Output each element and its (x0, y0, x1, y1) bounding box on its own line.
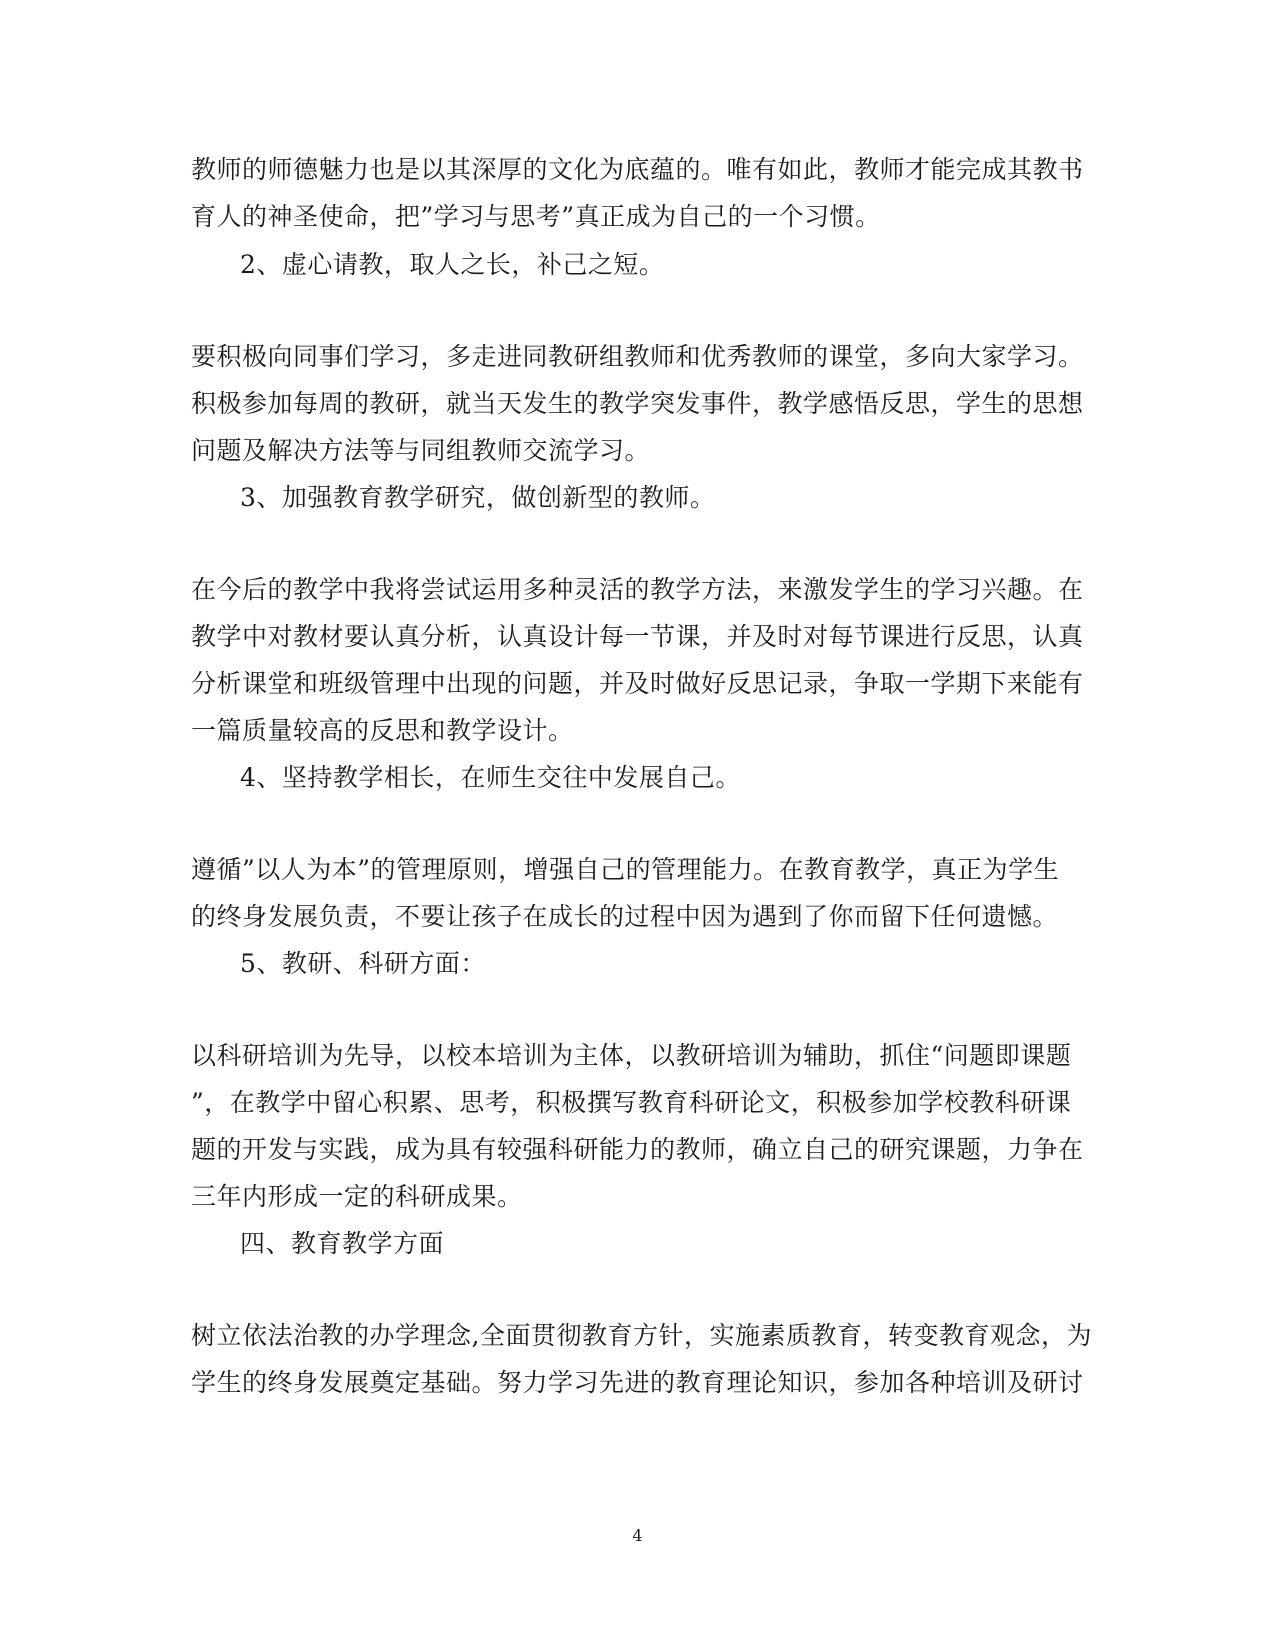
body-text-line: 以科研培训为先导，以校本培训为主体，以教研培训为辅助，抓住“问题即课题 (191, 1041, 1072, 1070)
body-text-line: 题的开发与实践，成为具有较强科研能力的教师，确立自己的研究课题，力争在 (191, 1135, 1084, 1164)
section-heading: 4、坚持教学相长，在师生交往中发展自己。 (240, 763, 741, 792)
body-text-line: ”，在教学中留心积累、思考，积极撰写教育科研论文，积极参加学校教科研课 (191, 1088, 1072, 1117)
body-text-line: 的终身发展负责，不要让孩子在成长的过程中因为遇到了你而留下任何遗憾。 (191, 902, 1059, 931)
body-text-line: 三年内形成一定的科研成果。 (191, 1182, 523, 1211)
body-text-line: 学生的终身发展奠定基础。努力学习先进的教育理论知识，参加各种培训及研讨 (191, 1368, 1084, 1397)
section-heading: 四、教育教学方面 (240, 1229, 445, 1258)
body-text-line: 一篇质量较高的反思和教学设计。 (191, 716, 574, 745)
body-text-line: 问题及解决方法等与同组教师交流学习。 (191, 436, 651, 465)
section-heading: 2、虚心请教，取人之长，补己之短。 (240, 250, 665, 279)
body-text-line: 在今后的教学中我将尝试运用多种灵活的教学方法，来激发学生的学习兴趣。在 (191, 575, 1084, 604)
section-heading: 3、加强教育教学研究，做创新型的教师。 (240, 483, 716, 512)
body-text-line: 教学中对教材要认真分析，认真设计每一节课，并及时对每节课进行反思，认真 (191, 622, 1084, 651)
body-text-line: 遵循”以人为本”的管理原则，增强自己的管理能力。在教育教学，真正为学生 (191, 855, 1060, 884)
body-text-line: 要积极向同事们学习，多走进同教研组教师和优秀教师的课堂，多向大家学习。 (191, 342, 1084, 371)
body-text-line: 积极参加每周的教研，就当天发生的教学突发事件，教学感悟反思，学生的思想 (191, 389, 1084, 418)
body-text-line: 分析课堂和班级管理中出现的问题，并及时做好反思记录，争取一学期下来能有 (191, 669, 1084, 698)
body-text-line: 教师的师德魅力也是以其深厚的文化为底蕴的。唯有如此，教师才能完成其教书 (191, 155, 1084, 184)
section-heading: 5、教研、科研方面： (240, 949, 486, 978)
page-number: 4 (632, 1526, 643, 1545)
body-text-line: 树立依法治教的办学理念,全面贯彻教育方针，实施素质教育，转变教育观念，为 (191, 1321, 1092, 1350)
body-text-line: 育人的神圣使命，把”学习与思考”真正成为自己的一个习惯。 (191, 202, 881, 231)
